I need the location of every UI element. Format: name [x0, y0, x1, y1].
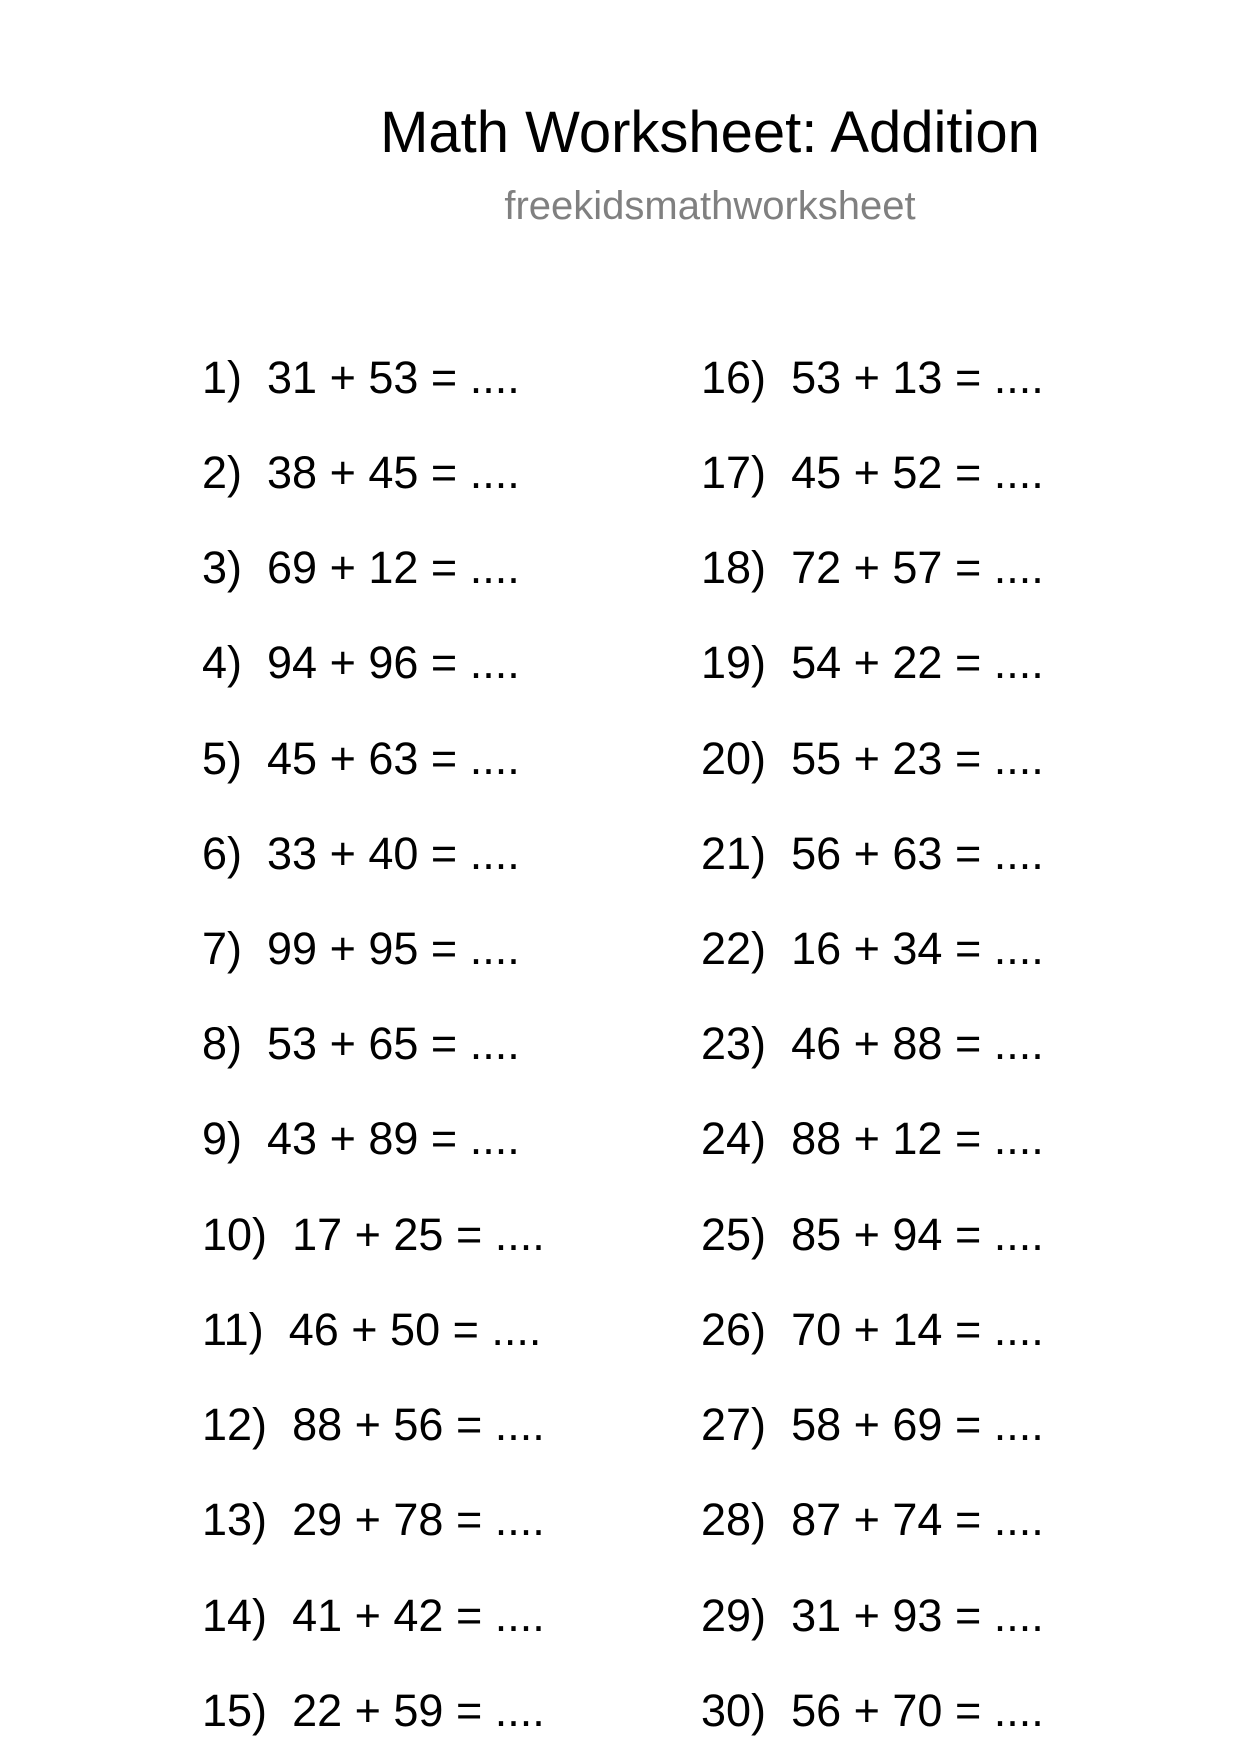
problem-expression: 43 + 89 = .... [267, 1113, 520, 1164]
problem-expression: 72 + 57 = .... [791, 542, 1044, 593]
problem-number: 19) [701, 637, 767, 688]
problem-item [202, 1018, 520, 1070]
problem-number: 23) [701, 1018, 767, 1069]
problem-item [202, 1685, 545, 1737]
problem-item [701, 352, 1044, 404]
problem-expression: 54 + 22 = .... [791, 637, 1044, 688]
problem-item [202, 923, 520, 975]
problem-number: 15) [202, 1685, 268, 1736]
problem-item [701, 828, 1044, 880]
problem-number: 27) [701, 1399, 767, 1450]
problem-expression: 94 + 96 = .... [267, 637, 520, 688]
problem-number: 11) [202, 1304, 264, 1355]
problem-item [701, 923, 1044, 975]
problem-expression: 87 + 74 = .... [791, 1494, 1044, 1545]
problem-number: 26) [701, 1304, 767, 1355]
problem-item [202, 1113, 520, 1165]
problem-item [701, 637, 1044, 689]
problem-expression: 16 + 34 = .... [791, 923, 1044, 974]
problem-expression: 29 + 78 = .... [292, 1494, 545, 1545]
problem-number: 3) [202, 542, 243, 593]
problem-expression: 22 + 59 = .... [292, 1685, 545, 1736]
problem-item [701, 1113, 1044, 1165]
problem-number: 7) [202, 923, 243, 974]
problem-expression: 31 + 53 = .... [267, 352, 520, 403]
problem-number: 8) [202, 1018, 243, 1069]
problem-number: 10) [202, 1209, 268, 1260]
problem-number: 12) [202, 1399, 268, 1450]
problem-expression: 56 + 70 = .... [791, 1685, 1044, 1736]
problem-number: 4) [202, 637, 243, 688]
page-subtitle: freekidsmathworksheet [504, 184, 916, 228]
problem-number: 25) [701, 1209, 767, 1260]
problem-item [701, 1685, 1044, 1737]
problem-number: 16) [701, 352, 767, 403]
problem-item [701, 447, 1044, 499]
problem-item [202, 1590, 545, 1642]
problem-item [701, 733, 1044, 785]
problem-expression: 88 + 56 = .... [292, 1399, 545, 1450]
problem-item [701, 1494, 1044, 1546]
problem-number: 21) [701, 828, 767, 879]
problem-item [701, 1399, 1044, 1451]
problem-number: 6) [202, 828, 243, 879]
problem-number: 14) [202, 1590, 268, 1641]
problem-item [701, 1209, 1044, 1261]
problem-item [202, 637, 520, 689]
problem-expression: 69 + 12 = .... [267, 542, 520, 593]
problem-item [202, 1494, 545, 1546]
problem-number: 17) [701, 447, 767, 498]
problem-item [202, 828, 520, 880]
problem-expression: 38 + 45 = .... [267, 447, 520, 498]
problem-expression: 85 + 94 = .... [791, 1209, 1044, 1260]
problem-number: 20) [701, 733, 767, 784]
problem-item [701, 1304, 1044, 1356]
page-title: Math Worksheet: Addition [380, 100, 1040, 165]
problem-expression: 31 + 93 = .... [791, 1590, 1044, 1641]
problem-number: 29) [701, 1590, 767, 1641]
problem-expression: 33 + 40 = .... [267, 828, 520, 879]
problem-number: 22) [701, 923, 767, 974]
problem-expression: 17 + 25 = .... [292, 1209, 545, 1260]
problem-expression: 99 + 95 = .... [267, 923, 520, 974]
problem-number: 18) [701, 542, 767, 593]
problem-number: 9) [202, 1113, 243, 1164]
problem-expression: 41 + 42 = .... [292, 1590, 545, 1641]
problem-item [202, 1209, 545, 1261]
problem-expression: 88 + 12 = .... [791, 1113, 1044, 1164]
problem-item [202, 1304, 541, 1356]
problem-expression: 45 + 63 = .... [267, 733, 520, 784]
problem-number: 24) [701, 1113, 767, 1164]
problem-item [202, 733, 520, 785]
problem-expression: 70 + 14 = .... [791, 1304, 1044, 1355]
problem-expression: 53 + 65 = .... [267, 1018, 520, 1069]
problem-number: 2) [202, 447, 243, 498]
problem-expression: 46 + 50 = .... [288, 1304, 542, 1355]
problem-item [701, 1018, 1044, 1070]
problem-expression: 55 + 23 = .... [791, 733, 1044, 784]
problem-item [701, 542, 1044, 594]
problem-number: 13) [202, 1494, 268, 1545]
problem-number: 1) [202, 352, 243, 403]
problem-item [202, 1399, 545, 1451]
problem-number: 28) [701, 1494, 767, 1545]
problem-expression: 53 + 13 = .... [791, 352, 1044, 403]
problem-item [202, 447, 520, 499]
problem-expression: 45 + 52 = .... [791, 447, 1044, 498]
problem-number: 30) [701, 1685, 767, 1736]
problem-item [701, 1590, 1044, 1642]
problem-item [202, 542, 520, 594]
problem-number: 5) [202, 733, 243, 784]
problem-expression: 56 + 63 = .... [791, 828, 1044, 879]
problem-expression: 58 + 69 = .... [791, 1399, 1044, 1450]
problem-item [202, 352, 520, 404]
problem-expression: 46 + 88 = .... [791, 1018, 1044, 1069]
